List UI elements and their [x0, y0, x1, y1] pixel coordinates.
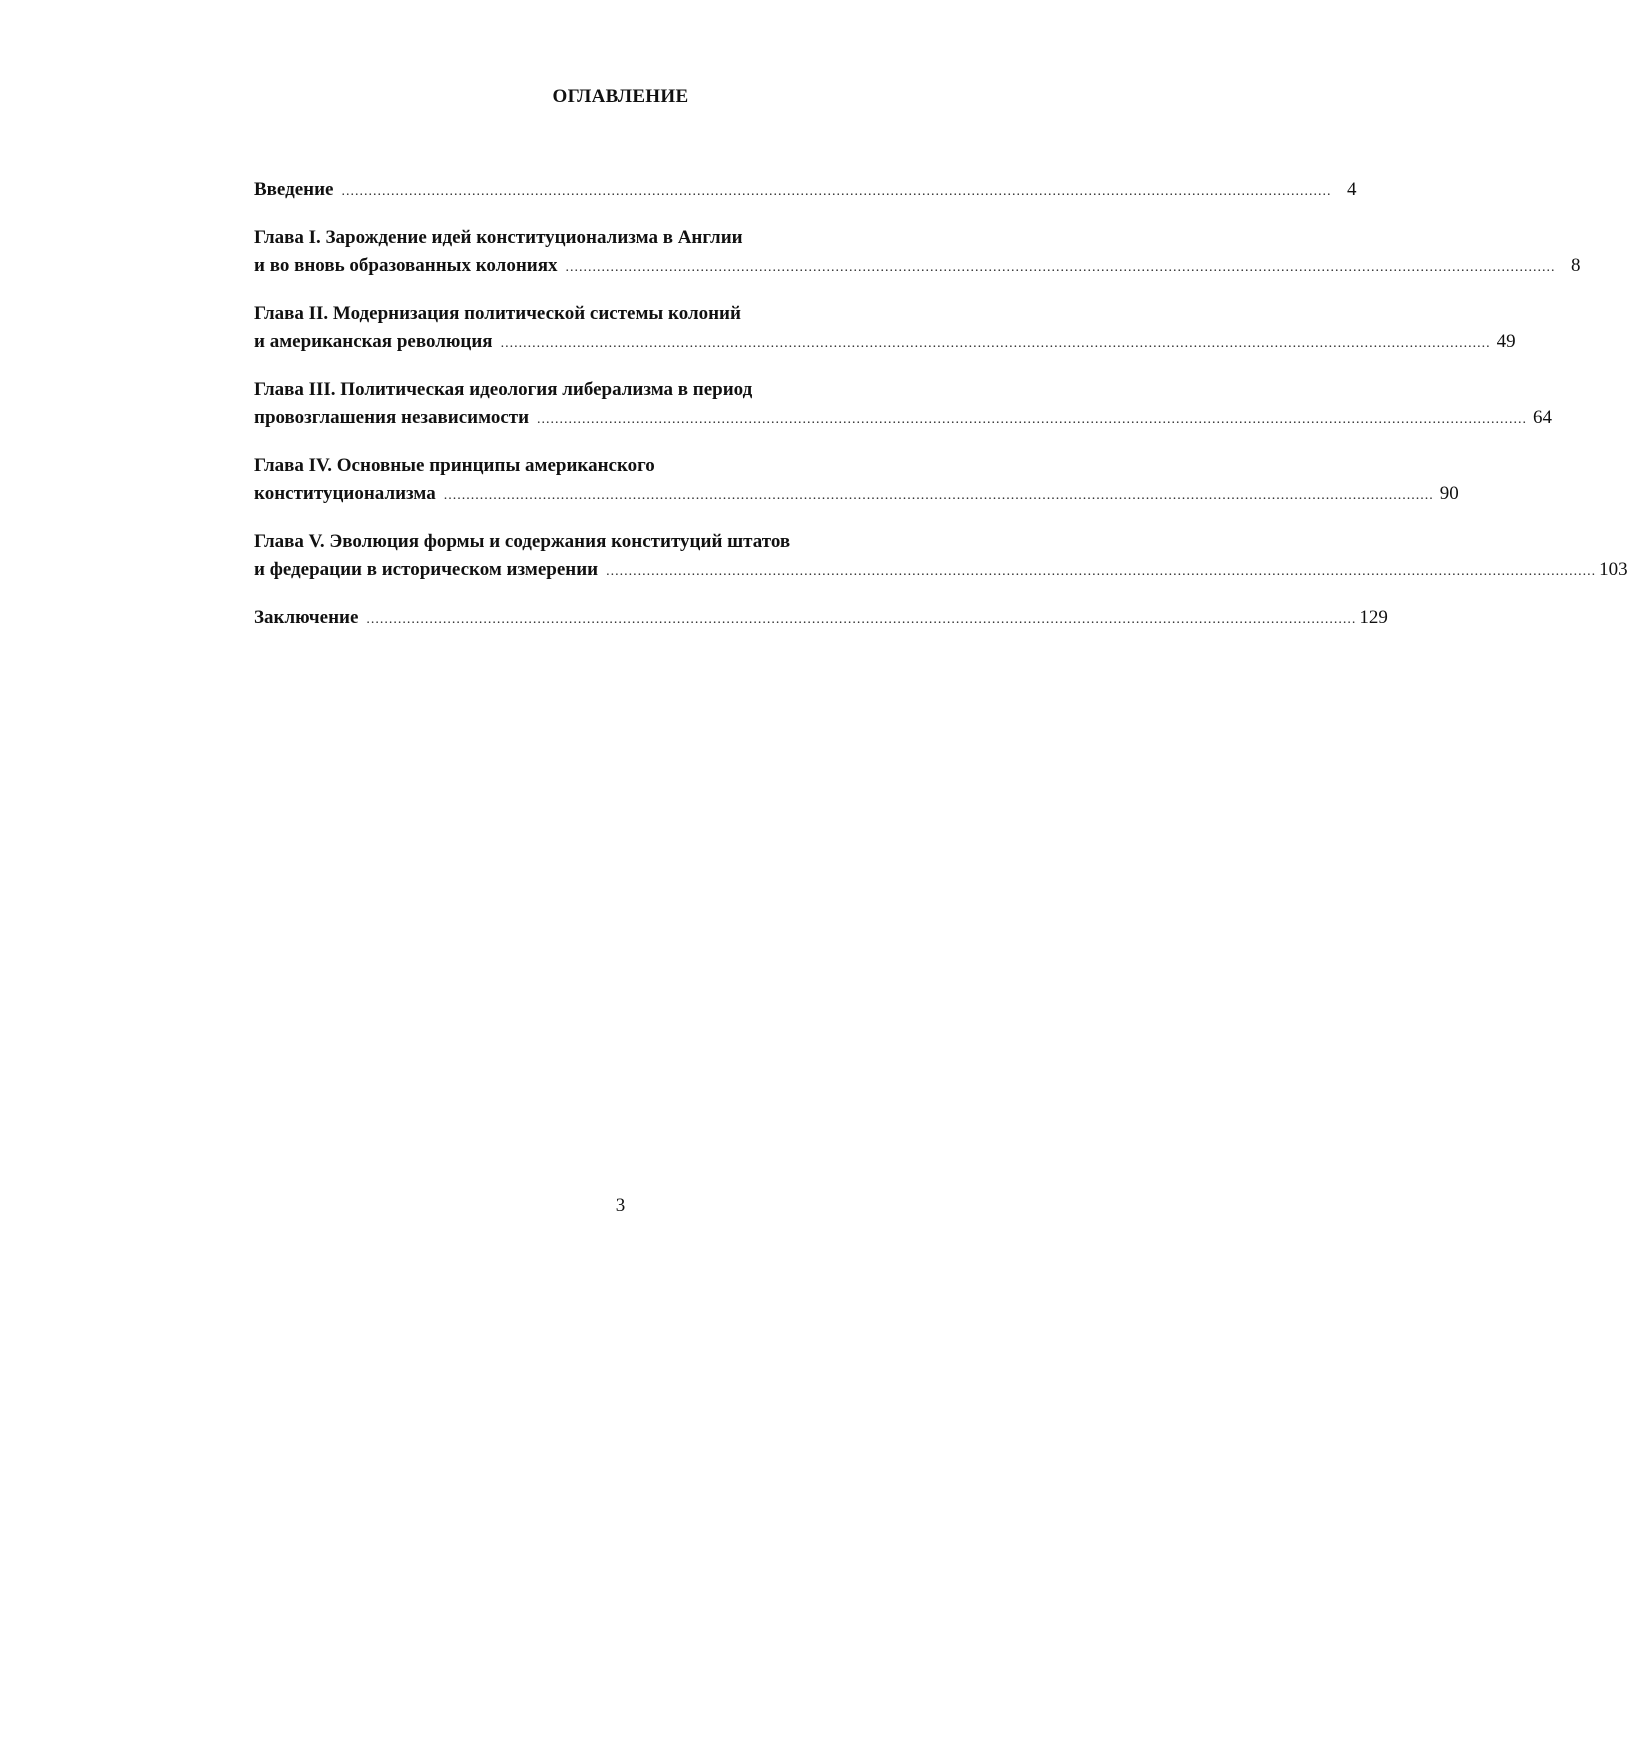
toc-entry-chapter-4[interactable] [254, 452, 1459, 510]
toc-entry-title: Заключение [254, 607, 359, 628]
toc-entry-line [254, 252, 1581, 282]
toc-entry-line [254, 328, 1516, 358]
toc-entry-chapter-3[interactable] [254, 376, 1553, 434]
toc-page-number: 90 [1439, 483, 1459, 504]
toc-entry-title: Глава V. Эволюция формы и содержания конституций штатов [254, 531, 791, 552]
toc-page-number: 64 [1533, 407, 1553, 428]
dot-leader: ............................................................................................................................................................................................................................ [500, 336, 1491, 351]
toc-entry-line [254, 404, 1553, 434]
toc-entry-chapter-1[interactable] [254, 224, 1581, 282]
table-of-contents [254, 176, 1628, 634]
toc-entry-line [254, 480, 1459, 510]
toc-page-number: 49 [1496, 331, 1516, 352]
toc-page-number: 4 [1347, 179, 1357, 200]
toc-entry-conclusion[interactable] [254, 604, 1388, 634]
toc-entry-introduction[interactable] [254, 176, 1357, 206]
toc-page-number: 103 [1599, 559, 1628, 580]
toc-entry-title: Введение [254, 179, 334, 200]
dot-leader: ............................................................................................................................................................................................................................ [606, 564, 1597, 579]
toc-entry-line [254, 604, 1388, 634]
toc-entry-title-continued: провозглашения независимости [254, 407, 530, 428]
dot-leader: ............................................................................................................................................................................................................................ [537, 412, 1528, 427]
dot-leader: ............................................................................................................................................................................................................................ [443, 488, 1434, 503]
dot-leader: ............................................................................................................................................................................................................................ [366, 612, 1357, 627]
toc-entry-line [254, 556, 1628, 586]
toc-entry-title: Глава III. Политическая идеология либерализма в период [254, 379, 753, 400]
toc-entry-chapter-5[interactable] [254, 528, 1628, 586]
toc-entry-title-continued: и американская революция [254, 331, 493, 352]
page-number-footer: 3 [615, 1195, 626, 1216]
dot-leader: ............................................................................................................................................................................................................................ [341, 184, 1332, 199]
dot-leader: ............................................................................................................................................................................................................................ [565, 260, 1556, 275]
toc-entry-chapter-2[interactable] [254, 300, 1516, 358]
toc-entry-title-continued: и федерации в историческом измерении [254, 559, 599, 580]
toc-page-number: 8 [1571, 255, 1581, 276]
toc-entry-title: Глава I. Зарождение идей конституционализма в Англии [254, 227, 743, 248]
toc-entry-line [254, 176, 1357, 206]
toc-entry-title-continued: и во вновь образованных колониях [254, 255, 558, 276]
toc-entry-title: Глава II. Модернизация политической системы колоний [254, 303, 741, 324]
toc-page-number: 129 [1359, 607, 1388, 628]
toc-entry-title: Глава IV. Основные принципы американского [254, 455, 655, 476]
page-title: ОГЛАВЛЕНИЕ [552, 86, 689, 107]
toc-entry-title-continued: конституционализма [254, 483, 436, 504]
